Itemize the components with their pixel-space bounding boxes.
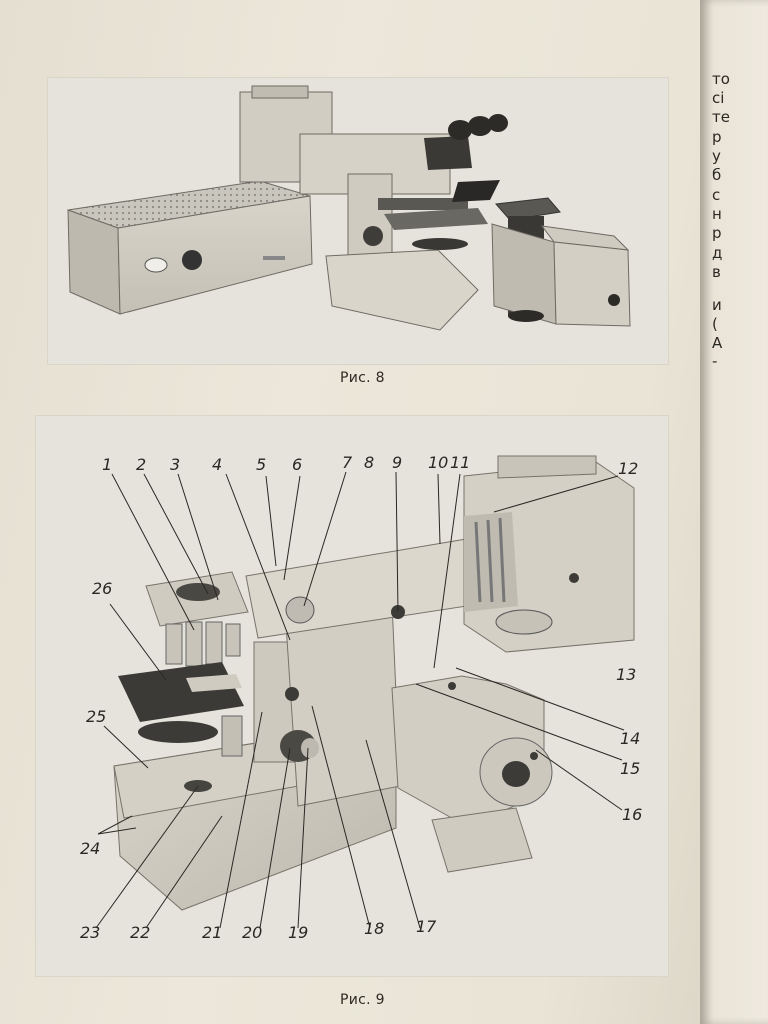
facing-line: с [712,186,721,204]
callout-24: 24 [80,839,101,858]
facing-line: р [712,224,722,242]
facing-page-edge [700,0,768,1024]
callout-8: 8 [364,453,375,472]
figure-9-caption: Рис. 9 [340,992,385,1008]
callout-6: 6 [292,455,303,474]
callout-18: 18 [364,919,385,938]
callout-3: 3 [170,455,181,474]
callout-25: 25 [86,707,107,726]
facing-line: н [712,205,722,223]
callout-15: 15 [620,759,641,778]
callout-22: 22 [130,923,151,942]
callout-14: 14 [620,729,641,748]
callout-1: 1 [102,455,113,474]
facing-line: те [712,108,730,126]
callout-11: 11 [450,453,471,472]
figure-8-photo [48,78,668,364]
facing-line: и [712,296,722,314]
facing-line: д [712,244,723,262]
callout-9: 9 [392,453,403,472]
callout-12: 12 [618,459,639,478]
facing-line: р [712,128,722,146]
callout-5: 5 [256,455,267,474]
callout-21: 21 [202,923,223,942]
callout-4: 4 [212,455,223,474]
callout-16: 16 [622,805,643,824]
callout-19: 19 [288,923,309,942]
callout-17: 17 [416,917,437,936]
callout-10: 10 [428,453,449,472]
facing-line: А [712,334,723,352]
facing-line: у [712,147,721,165]
callout-2: 2 [136,455,147,474]
callout-26: 26 [92,579,113,598]
facing-line: то [712,70,730,88]
facing-line: б [712,166,722,184]
facing-line: - [712,352,718,370]
callout-23: 23 [80,923,101,942]
callout-7: 7 [342,453,353,472]
microscope-system-illustration [48,78,668,364]
callout-20: 20 [242,923,263,942]
microscope-labeled-diagram [36,416,668,976]
figure-9-photo [36,416,668,976]
figure-8-caption: Рис. 8 [340,370,385,386]
facing-line: в [712,263,721,281]
facing-line: сі [712,89,725,107]
callout-13: 13 [616,665,637,684]
facing-line: ( [712,315,718,333]
